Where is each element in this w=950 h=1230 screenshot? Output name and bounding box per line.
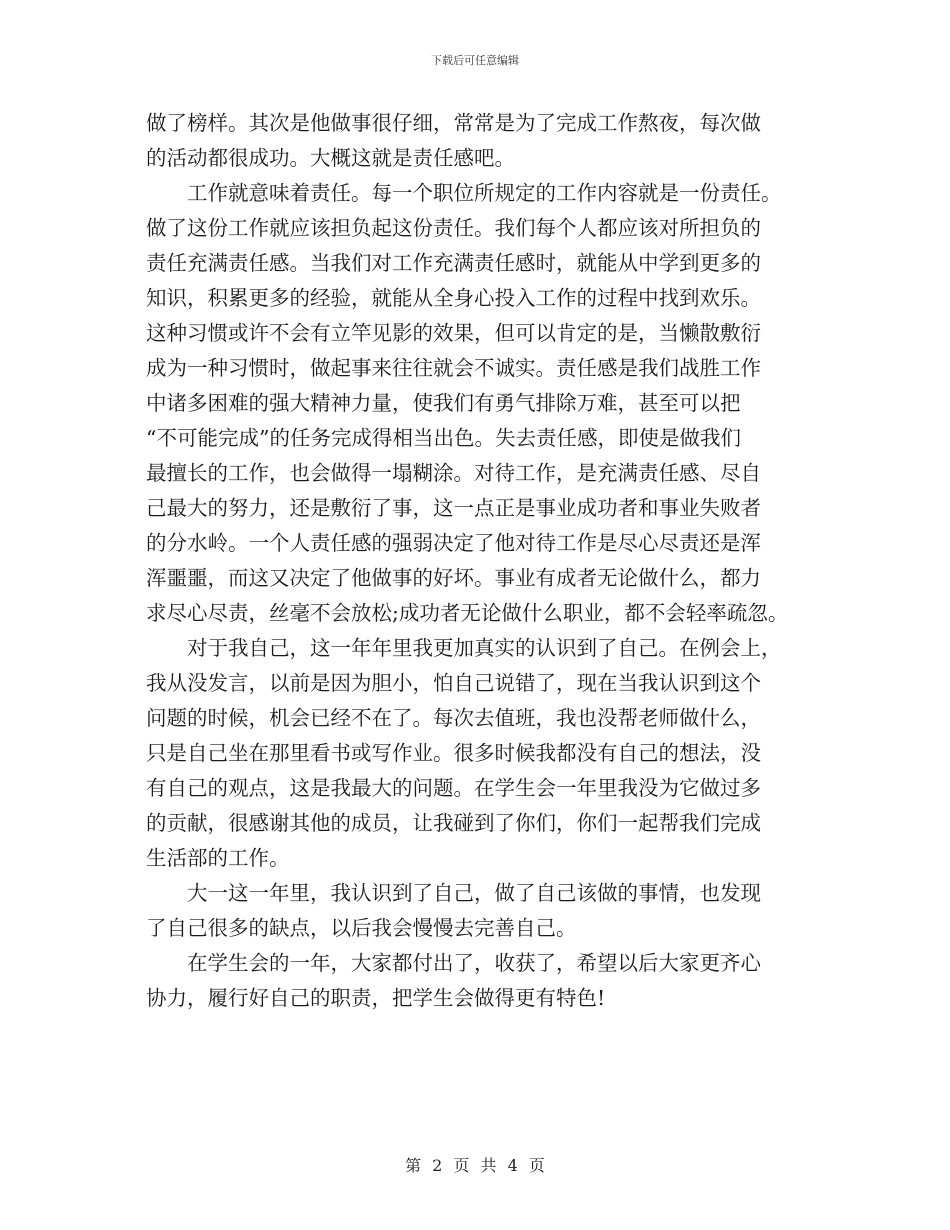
- text-line: 对于我自己，这一年年里我更加真实的认识到了自己。在例会上，: [187, 636, 782, 660]
- text-line: 的贡献，很感谢其他的成员，让我碰到了你们，你们一起帮我们完成: [146, 811, 761, 835]
- document-body: [146, 106, 846, 1016]
- text-line: 浑噩噩，而这又决定了他做事的好坏。事业有成者无论做什么，都力: [146, 566, 761, 590]
- text-line: 大一这一年里，我认识到了自己，做了自己该做的事情，也发现: [187, 881, 761, 905]
- text-line: 求尽心尽责，丝毫不会放松;成功者无论做什么职业，都不会轻率疏忽。: [146, 601, 789, 625]
- text-line: 最擅长的工作，也会做得一塌糊涂。对待工作，是充满责任感、尽自: [146, 461, 761, 485]
- text-line: 了自己很多的缺点，以后我会慢慢去完善自己。: [146, 916, 577, 940]
- text-line: 协力，履行好自己的职责，把学生会做得更有特色!: [146, 986, 606, 1010]
- text-line: 己最大的努力，还是敷衍了事，这一点正是事业成功者和事业失败者: [146, 496, 761, 520]
- text-line: 成为一种习惯时，做起事来往往就会不诚实。责任感是我们战胜工作: [146, 356, 761, 380]
- text-line: 有自己的观点，这是我最大的问题。在学生会一年里我没为它做过多: [146, 776, 761, 800]
- page-footer: 第 2 页 共 4 页: [405, 1156, 545, 1175]
- text-line: 做了榜样。其次是他做事很仔细，常常是为了完成工作熬夜，每次做: [146, 111, 761, 135]
- page-header: 下载后可任意编辑: [431, 54, 519, 67]
- text-line: 知识，积累更多的经验，就能从全身心投入工作的过程中找到欢乐。: [146, 286, 761, 310]
- text-line: 的分水岭。一个人责任感的强弱决定了他对待工作是尽心尽责还是浑: [146, 531, 761, 555]
- text-line: 我从没发言，以前是因为胆小，怕自己说错了，现在当我认识到这个: [146, 671, 761, 695]
- text-line: 做了这份工作就应该担负起这份责任。我们每个人都应该对所担负的: [146, 216, 761, 240]
- text-line: “不可能完成”的任务完成得相当出色。失去责任感，即使是做我们: [146, 426, 741, 450]
- text-line: 责任充满责任感。当我们对工作充满责任感时，就能从中学到更多的: [146, 251, 761, 275]
- text-line: 问题的时候，机会已经不在了。每次去值班，我也没帮老师做什么，: [146, 706, 761, 730]
- text-line: 只是自己坐在那里看书或写作业。很多时候我都没有自己的想法，没: [146, 741, 761, 765]
- text-line: 的活动都很成功。大概这就是责任感吧。: [146, 146, 515, 170]
- text-line: 在学生会的一年，大家都付出了，收获了，希望以后大家更齐心: [187, 951, 761, 975]
- text-line: 中诸多困难的强大精神力量，使我们有勇气排除万难，甚至可以把: [146, 391, 741, 415]
- text-line: 工作就意味着责任。每一个职位所规定的工作内容就是一份责任。: [187, 181, 782, 205]
- text-line: 这种习惯或许不会有立竿见影的效果，但可以肯定的是，当懒散敷衍: [146, 321, 761, 345]
- text-line: 生活部的工作。: [146, 846, 290, 870]
